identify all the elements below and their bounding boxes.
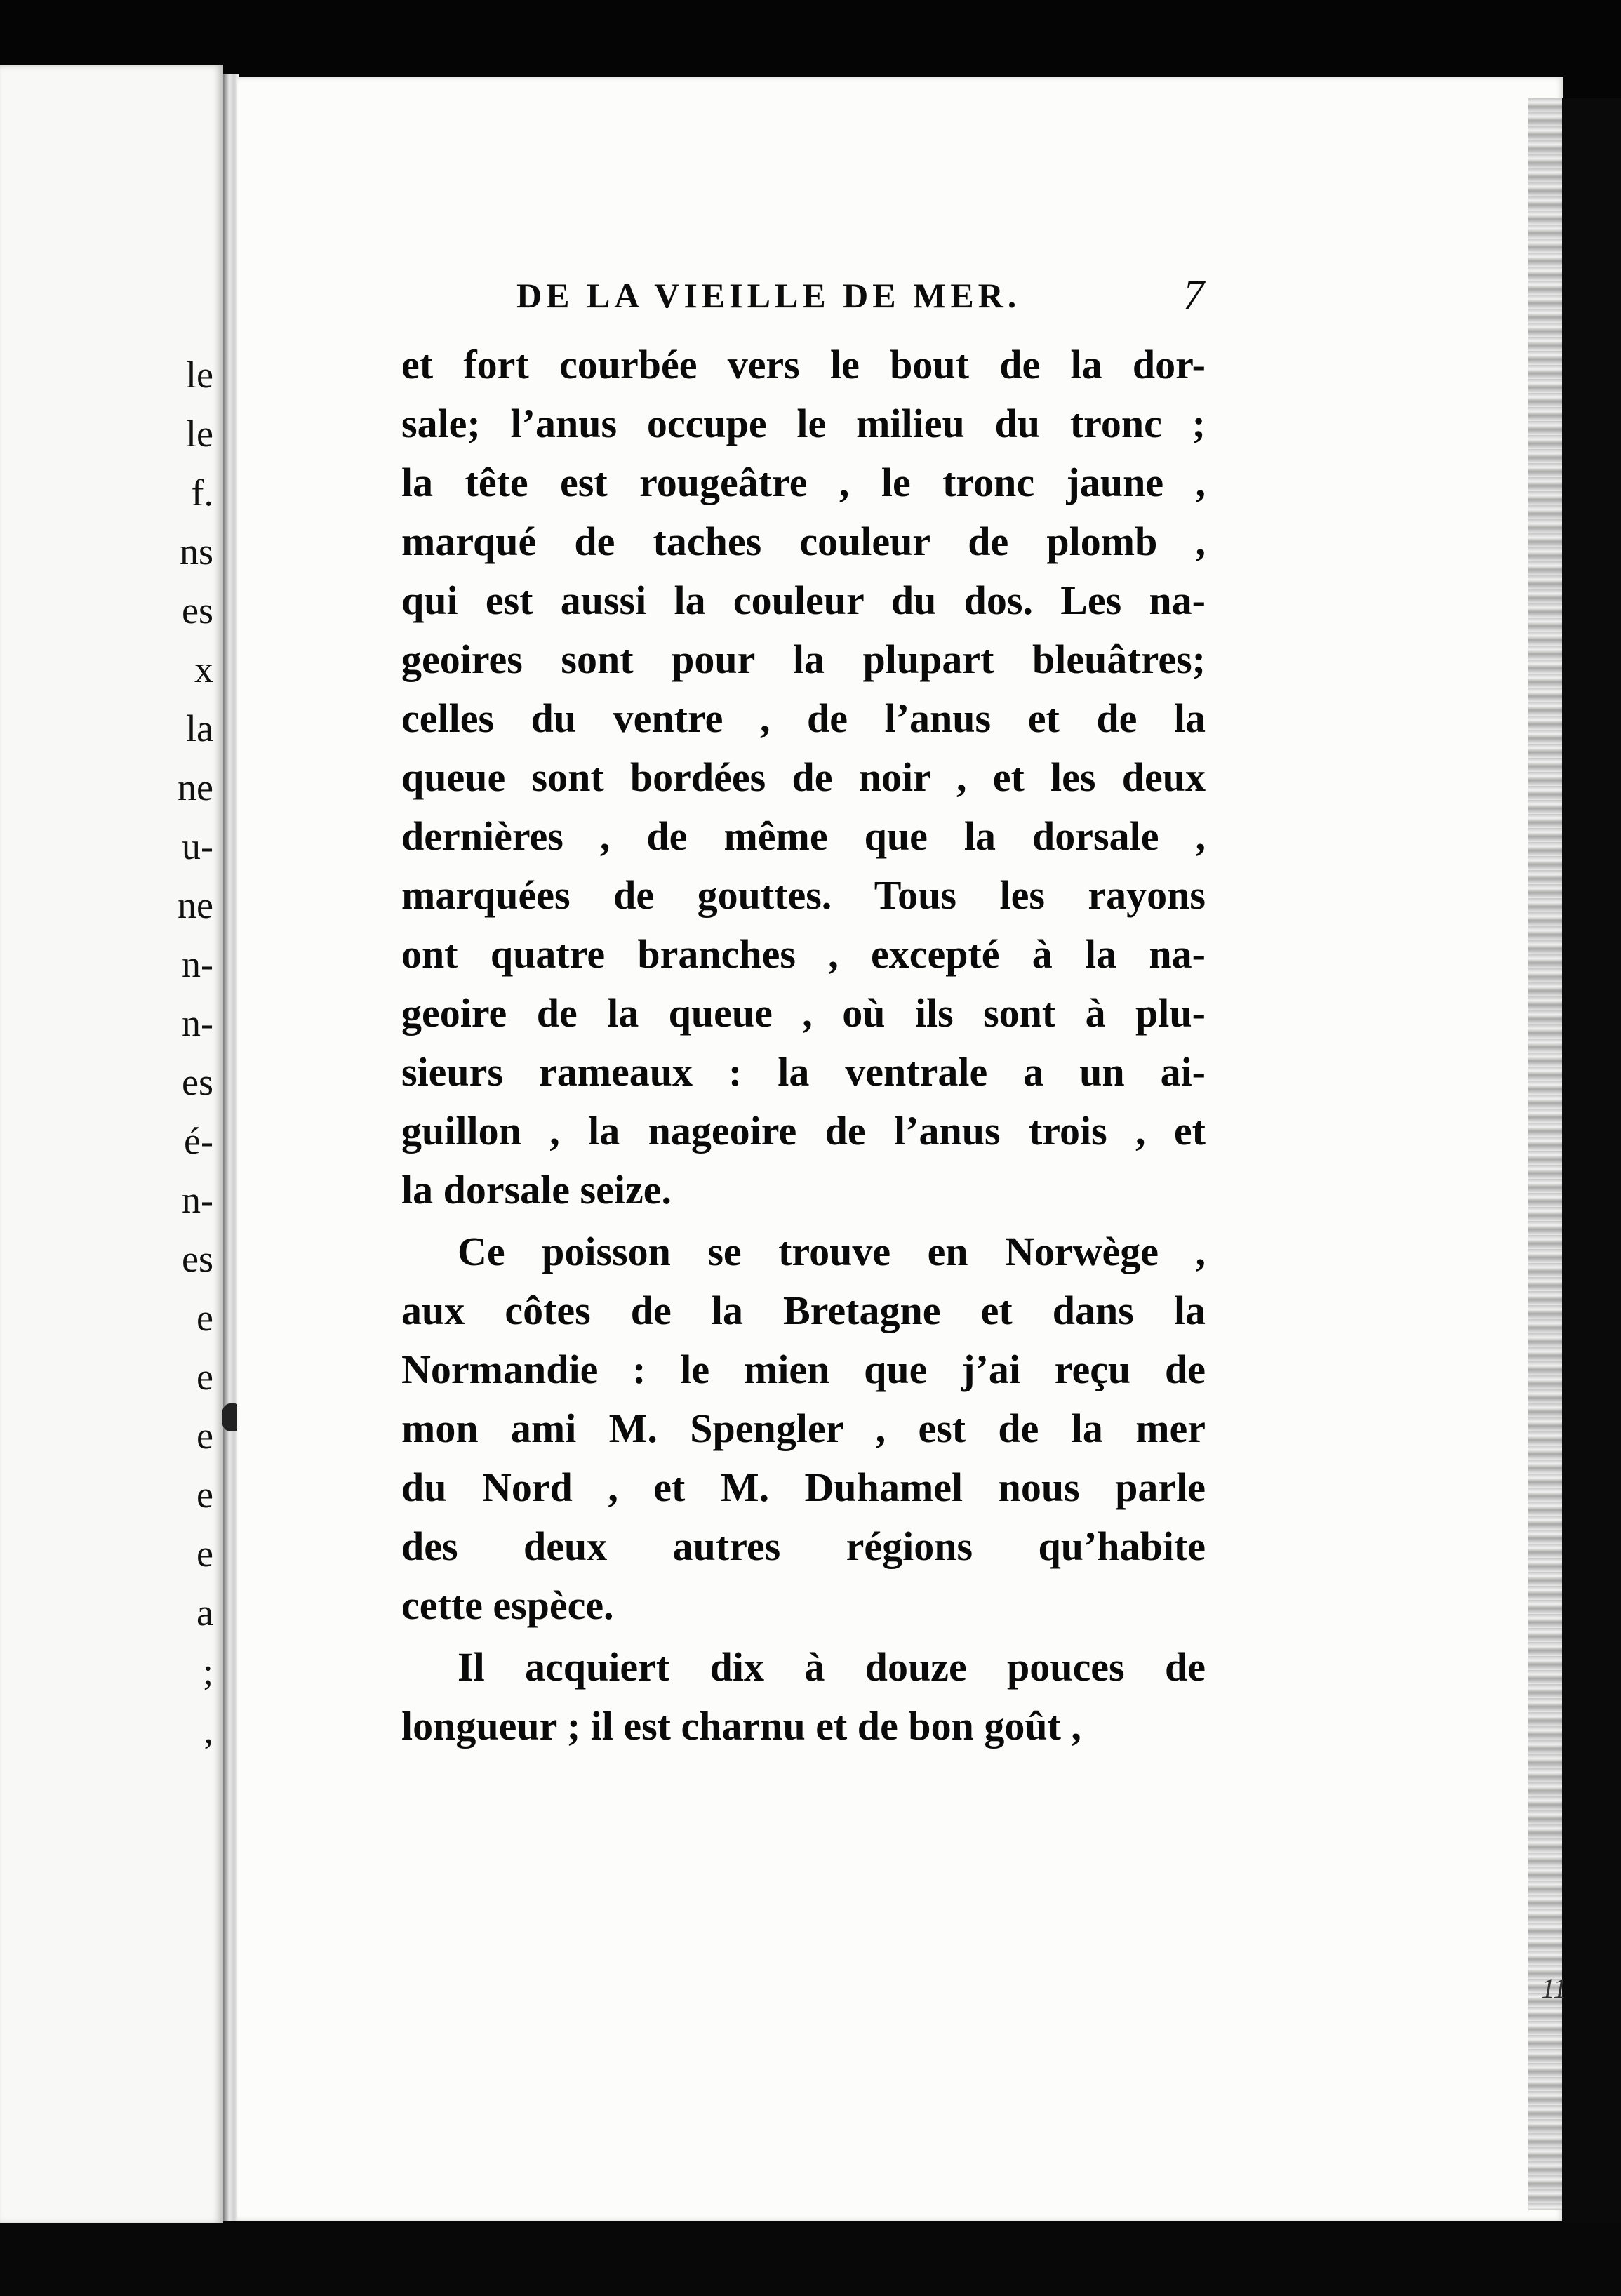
text-line: queue sont bordées de noir , et les deux [401, 754, 1206, 800]
left-page-fragment: le [186, 413, 213, 455]
scan-background-bottom [0, 2223, 1621, 2296]
text-line: marqué de taches couleur de plomb , [401, 519, 1206, 564]
left-page-fragment: es [182, 589, 213, 632]
left-page-fragment: f. [191, 472, 213, 514]
book-gutter [223, 74, 239, 2221]
left-page-fragment: ; [202, 1650, 213, 1693]
left-page-fragment: ns [179, 530, 213, 573]
page-edge-deckle [1528, 98, 1562, 2210]
text-line: la dorsale seize. [401, 1167, 672, 1213]
running-title: DE LA VIEILLE DE MER. [516, 276, 1021, 315]
left-page-fragment: e [196, 1474, 213, 1516]
text-line: Normandie : le mien que j’ai reçu de [401, 1347, 1206, 1392]
left-page-fragment: ne [178, 766, 213, 808]
left-page-fragment: es [182, 1061, 213, 1103]
corner-mark: 11 [1541, 1973, 1568, 2004]
left-page-fragment: n- [182, 1002, 213, 1044]
text-line: et fort courbée vers le bout de la dor- [401, 342, 1206, 387]
text-line: qui est aussi la couleur du dos. Les na- [401, 578, 1206, 623]
page-number: 7 [1183, 272, 1204, 318]
left-page-fragment: ne [178, 884, 213, 926]
left-page-text-fragments [178, 345, 213, 1760]
text-line: sale; l’anus occupe le milieu du tronc ; [401, 401, 1206, 446]
page-header [516, 272, 1218, 331]
left-page-fragment: n- [182, 1179, 213, 1221]
left-page-fragment: e [196, 1356, 213, 1398]
left-page-fragment: x [194, 648, 213, 690]
text-line: marquées de gouttes. Tous les rayons [401, 872, 1206, 918]
body-text [401, 335, 1206, 1756]
text-line: geoire de la queue , où ils sont à plu- [401, 990, 1206, 1036]
text-line: du Nord , et M. Duhamel nous parle [401, 1464, 1206, 1510]
left-page-fragment: n- [182, 943, 213, 985]
left-page-fragment: e [196, 1533, 213, 1575]
text-line: aux côtes de la Bretagne et dans la [401, 1288, 1206, 1333]
paragraph [401, 335, 1206, 1220]
left-page-fragment: u- [182, 825, 213, 867]
text-line: longueur ; il est charnu et de bon goût , [401, 1703, 1081, 1749]
text-line: celles du ventre , de l’anus et de la [401, 695, 1206, 741]
left-page-fragment: a [196, 1591, 213, 1634]
text-line: guillon , la nageoire de l’anus trois , et [401, 1108, 1206, 1154]
text-line: geoires sont pour la plupart bleuâtres; [401, 636, 1206, 682]
left-facing-page [0, 65, 223, 2224]
paragraph [401, 1638, 1206, 1756]
left-page-fragment: le [186, 354, 213, 396]
scan-background-right [1562, 98, 1621, 2296]
paragraph [401, 1222, 1206, 1635]
text-line: la tête est rougeâtre , le tronc jaune , [401, 460, 1206, 505]
text-line: cette espèce. [401, 1582, 614, 1628]
text-line: dernières , de même que la dorsale , [401, 813, 1206, 859]
left-page-fragment: la [186, 707, 213, 749]
text-line: sieurs rameaux : la ventrale a un ai- [401, 1049, 1206, 1095]
text-line: des deux autres régions qu’habite [401, 1523, 1206, 1569]
left-page-fragment: es [182, 1238, 213, 1280]
left-page-fragment: é- [184, 1120, 213, 1162]
text-line: Il acquiert dix à douze pouces de [458, 1644, 1206, 1690]
text-line: mon ami M. Spengler , est de la mer [401, 1406, 1206, 1451]
text-line: ont quatre branches , excepté à la na- [401, 931, 1206, 977]
left-page-fragment: , [204, 1709, 213, 1751]
left-page-fragment: e [196, 1297, 213, 1339]
text-line: Ce poisson se trouve en Norwège , [458, 1229, 1206, 1274]
left-page-fragment: e [196, 1415, 213, 1457]
